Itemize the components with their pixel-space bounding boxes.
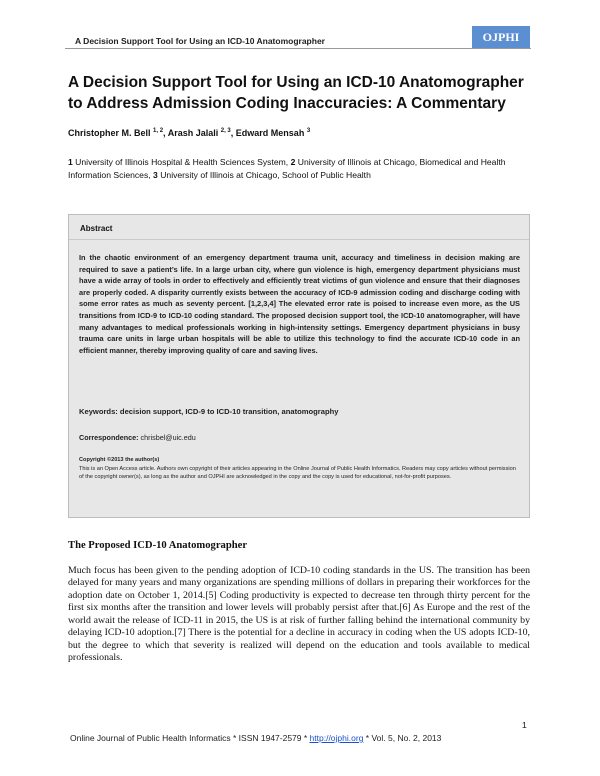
footer-link[interactable]: http://ojphi.org [309,733,364,743]
affiliations [68,156,538,182]
correspondence-email[interactable]: chrisbel@uic.edu [140,433,196,442]
copyright-label: Copyright ©2013 the author(s) [79,457,160,463]
author-affiliation-marker: 2, 3 [220,128,231,134]
author-name: Edward Mensah [235,128,305,138]
author-affiliation-marker: 3 [306,128,311,134]
affiliation-number: 3 [153,170,158,180]
running-head: A Decision Support Tool for Using an ICD-10 Anatomographer [75,36,325,46]
section-heading: The Proposed ICD-10 Anatomographer [68,540,248,551]
footer-journal-info: Online Journal of Public Health Informatics * ISSN 1947-2579 * [70,733,310,743]
footer-volume-info: * Vol. 5, No. 2, 2013 [363,733,442,743]
affiliation-number: 2 [290,157,296,167]
abstract-body: In the chaotic environment of an emergency department trauma unit, accuracy and timeliness in decision making are required to save a patient’s life. In a large urban city, where gun violence is high, emergency department physicians must have a wide array of tools in order to effectively and efficiently treat victims of gun violence and ensure that their diagnoses are properly coded. A disparity currently exists between the accuracy of ICD-9 admission coding and discharge coding with some error rates as much as seventy percent. [1,2,3,4] The elevated error rate is poised to increase even more, as the US transitions from ICD-9 to ICD-10 coding standard. The proposed decision support tool, the ICD-10 anatomographer, will have many advantages to medical professionals working in high-intensity settings. Emergency department physicians in busy trauma care units in large urban hospitals will be able to utilize this technology to find the accurate ICD-10 code in an efficient manner, thereby improving quality of care and saving lives. [79,253,520,355]
correspondence [79,433,196,442]
keywords: Keywords: decision support, ICD-9 to ICD-10 transition, anatomography [79,407,339,416]
affiliation-text: University of Illinois at Chicago, School of Public Health [160,170,371,180]
abstract-heading: Abstract [80,224,113,233]
section-body: Much focus has been given to the pending adoption of ICD-10 coding standards in the US. The transition has been delayed for many years and many organizations are spending millions of dollars in preparing their workforces for the adoption date on October 1, 2014.[5] Coding productivity is expected to decrease ten through thirty percent for the first six months after the transition and lower levels will probably persist after that.[6] As Europe and the rest of the world await the release of ICD-11 in 2015, the US is at risk of further falling behind the international community by delaying ICD-10 adoption.[7] There is the potential for a decline in accuracy in coding when the US adopts ICD-10, but the degree to which that severity is realized will depend on the education and tools available to medical professionals. [68,565,530,664]
author-list: Christopher M. Bell $^{1, 2}$, Arash Jalali $^{2, 3}$, Edward Mensah $^3$ [68,128,311,138]
copyright-notice [79,456,519,482]
copyright-text: This is an Open Access article. Authors own copyright of their articles appearing in the Online Journal of Public Health Informatics. Readers may copy articles without permission of the copyright owner(s), as long as the author and OJPHI are acknowledged in the copy and the copy is used for educational, not-for-profit purposes. [79,465,516,481]
affiliation-text: University of Illinois at Chicago, Biomedical and Health Information Sciences, [68,157,506,180]
abstract-divider [69,239,529,240]
abstract-box [68,214,530,518]
journal-badge: OJPHI [472,26,530,48]
page-number: 1 [522,720,527,730]
affiliation-text: University of Illinois Hospital & Health Sciences System, [75,157,289,167]
affiliation-number: 1 [68,157,73,167]
correspondence-label: Correspondence: [79,433,139,442]
author-affiliation-marker: 1, 2 [153,128,164,134]
author-name: Arash Jalali [167,128,219,138]
header-divider [65,48,531,49]
article-title: A Decision Support Tool for Using an ICD-10 Anatomographer to Address Admission Coding Inaccuracies: A Commentary [68,74,524,112]
footer [70,733,441,743]
author-name: Christopher M. Bell [68,128,151,138]
